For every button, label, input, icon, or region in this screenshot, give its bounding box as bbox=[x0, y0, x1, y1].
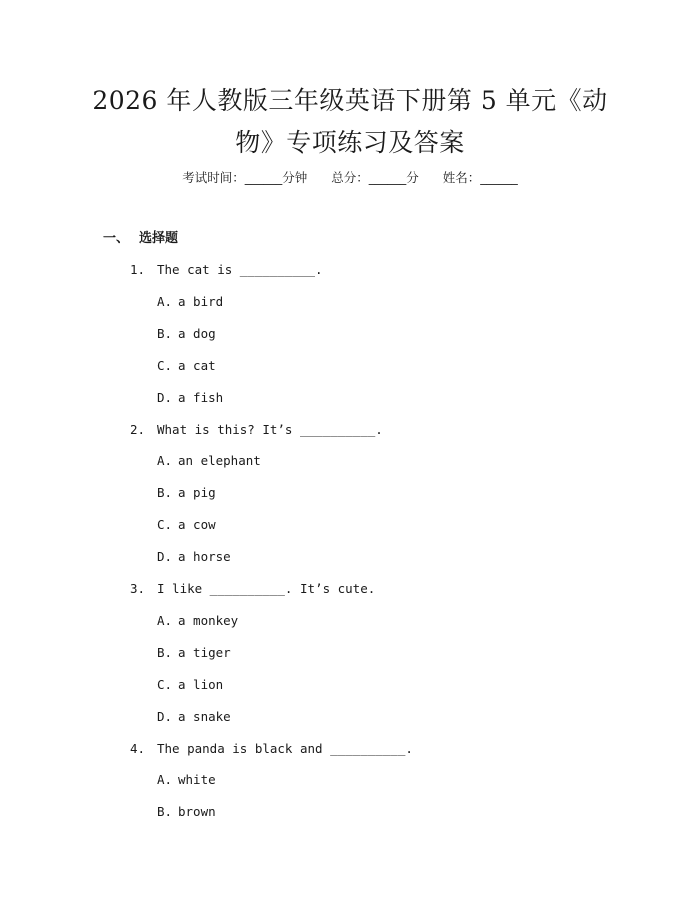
question-text: What is this? It’s __________. bbox=[157, 421, 383, 437]
question-text: I like __________. It’s cute. bbox=[157, 581, 376, 596]
option-letter: B. bbox=[157, 804, 173, 820]
answer-option bbox=[157, 549, 231, 565]
title-line-1: 2026 年人教版三年级英语下册第 5 单元《动 bbox=[92, 86, 608, 115]
question-text: The panda is black and __________. bbox=[157, 740, 413, 756]
question-3 bbox=[130, 581, 375, 597]
answer-option bbox=[157, 358, 216, 374]
question-text: The cat is __________. bbox=[157, 262, 323, 277]
option-letter: D. bbox=[157, 708, 173, 724]
option-letter: C. bbox=[157, 517, 173, 533]
student-name-field bbox=[443, 170, 518, 185]
section-number: 一、 bbox=[103, 231, 130, 246]
answer-option bbox=[157, 772, 216, 788]
total-score-label: 总分： bbox=[331, 170, 369, 185]
question-number: 1. bbox=[130, 262, 146, 277]
student-name-blank: ______ bbox=[480, 170, 518, 185]
option-letter: A. bbox=[157, 772, 173, 788]
student-name-label: 姓名： bbox=[442, 170, 481, 185]
option-text: a horse bbox=[178, 549, 231, 565]
option-text: a cat bbox=[178, 357, 216, 373]
option-letter: C. bbox=[157, 357, 173, 373]
option-text: a monkey bbox=[178, 612, 239, 628]
question-number: 4. bbox=[130, 740, 146, 756]
option-letter: C. bbox=[157, 676, 173, 692]
exam-info-line bbox=[0, 169, 700, 187]
option-text: a tiger bbox=[178, 644, 231, 660]
option-letter: A. bbox=[157, 453, 173, 469]
answer-option bbox=[157, 453, 261, 469]
answer-option bbox=[157, 804, 216, 820]
option-letter: A. bbox=[157, 293, 173, 309]
question-1 bbox=[130, 262, 323, 278]
answer-option bbox=[157, 294, 223, 310]
option-text: a pig bbox=[178, 485, 216, 501]
answer-option bbox=[157, 485, 216, 501]
answer-option bbox=[157, 613, 238, 629]
option-text: white bbox=[178, 772, 216, 788]
question-number: 3. bbox=[130, 581, 146, 596]
option-letter: D. bbox=[157, 389, 173, 405]
option-text: an elephant bbox=[178, 453, 261, 469]
exam-time-unit: 分钟 bbox=[282, 170, 308, 185]
exam-time-blank: ______ bbox=[244, 170, 283, 185]
option-letter: B. bbox=[157, 325, 173, 341]
exam-time-field bbox=[182, 170, 311, 185]
question-4 bbox=[130, 741, 413, 757]
answer-option bbox=[157, 709, 231, 725]
section-title: 选择题 bbox=[139, 231, 179, 246]
answer-option bbox=[157, 326, 216, 342]
answer-option bbox=[157, 645, 231, 661]
title-line-2: 物》专项练习及答案 bbox=[235, 128, 465, 157]
answer-option bbox=[157, 517, 216, 533]
answer-option bbox=[157, 390, 223, 406]
option-text: a fish bbox=[178, 389, 224, 405]
answer-option bbox=[157, 677, 223, 693]
question-2 bbox=[130, 422, 383, 438]
option-text: a bird bbox=[178, 293, 224, 309]
option-text: a lion bbox=[178, 676, 224, 692]
option-text: brown bbox=[178, 804, 216, 820]
total-score-unit: 分 bbox=[406, 170, 419, 185]
option-text: a dog bbox=[178, 325, 216, 341]
option-letter: B. bbox=[157, 644, 173, 660]
exam-time-label: 考试时间： bbox=[182, 170, 245, 185]
section-heading bbox=[103, 230, 178, 248]
question-number: 2. bbox=[130, 421, 146, 437]
option-letter: D. bbox=[157, 549, 173, 565]
option-text: a snake bbox=[178, 708, 231, 724]
option-letter: B. bbox=[157, 485, 173, 501]
option-letter: A. bbox=[157, 612, 173, 628]
total-score-field bbox=[331, 170, 423, 185]
option-text: a cow bbox=[178, 517, 216, 533]
document-title bbox=[70, 80, 630, 164]
total-score-blank: ______ bbox=[368, 170, 407, 185]
